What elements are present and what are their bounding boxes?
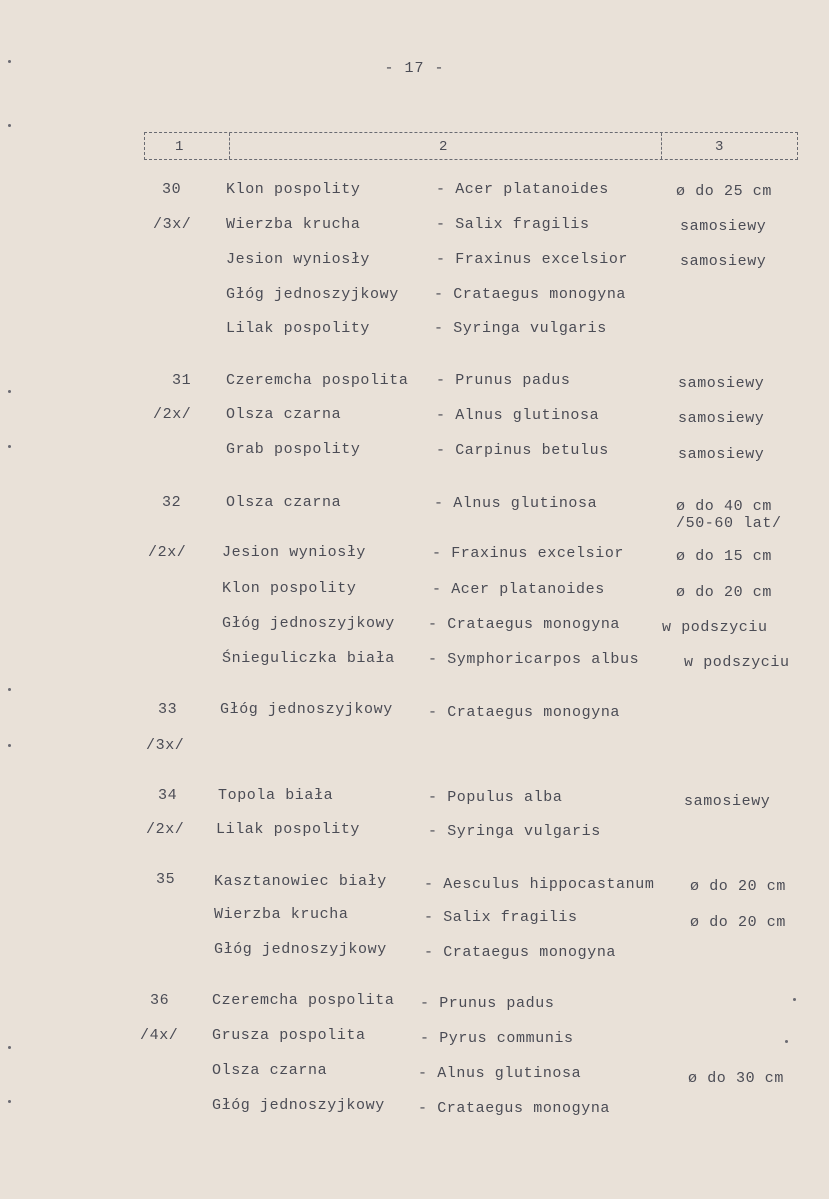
group-count: /2x/ (153, 406, 192, 423)
species-polish: Olsza czarna (226, 494, 342, 511)
table-header (144, 132, 798, 160)
species-latin: - Salix fragilis (424, 909, 578, 926)
species-latin: - Populus alba (428, 789, 563, 806)
header-divider (229, 133, 230, 159)
species-note: ø do 20 cm (676, 584, 773, 601)
species-note-age: /50-60 lat/ (676, 515, 782, 532)
scan-speck (793, 998, 796, 1001)
species-note: ø do 30 cm (688, 1070, 785, 1087)
header-divider (661, 133, 662, 159)
header-col-3: 3 (715, 139, 724, 155)
species-note: samosiewy (678, 375, 765, 392)
species-polish: Grusza pospolita (212, 1027, 366, 1044)
species-note: ø do 20 cm (690, 878, 787, 895)
species-polish: Głóg jednoszyjkowy (222, 615, 395, 632)
species-polish: Czeremcha pospolita (226, 372, 409, 389)
species-polish: Kasztanowiec biały (214, 873, 387, 890)
species-latin: - Pyrus communis (420, 1030, 574, 1047)
species-polish: Głóg jednoszyjkowy (220, 701, 393, 718)
species-polish: Głóg jednoszyjkowy (212, 1097, 385, 1114)
species-latin: - Crataegus monogyna (434, 286, 627, 303)
header-col-1: 1 (175, 139, 184, 155)
species-polish: Klon pospolity (226, 181, 361, 198)
species-latin: - Syringa vulgaris (434, 320, 607, 337)
group-number: 35 (156, 871, 176, 888)
species-note: ø do 25 cm (676, 183, 773, 200)
species-latin: - Prunus padus (420, 995, 555, 1012)
species-polish: Wierzba krucha (226, 216, 361, 233)
species-latin: - Alnus glutinosa (418, 1065, 582, 1082)
scan-speck (8, 445, 11, 448)
species-polish: Jesion wyniosły (226, 251, 371, 268)
scan-speck (8, 744, 11, 747)
scan-speck (8, 1100, 11, 1103)
species-polish: Śnieguliczka biała (222, 650, 395, 667)
group-number: 33 (158, 701, 178, 718)
species-latin: - Fraxinus excelsior (432, 545, 625, 562)
species-latin: - Fraxinus excelsior (436, 251, 629, 268)
scan-speck (8, 390, 11, 393)
species-latin: - Symphoricarpos albus (428, 651, 640, 668)
species-polish: Grab pospolity (226, 441, 361, 458)
species-polish: Wierzba krucha (214, 906, 349, 923)
species-note: ø do 20 cm (690, 914, 787, 931)
species-note: samosiewy (678, 410, 765, 427)
species-polish: Olsza czarna (226, 406, 342, 423)
species-latin: - Carpinus betulus (436, 442, 609, 459)
group-count: /4x/ (140, 1027, 179, 1044)
group-number: 31 (172, 372, 192, 389)
group-number: 32 (162, 494, 182, 511)
species-latin: - Acer platanoides (432, 581, 605, 598)
species-polish: Czeremcha pospolita (212, 992, 395, 1009)
scan-speck (8, 124, 11, 127)
species-latin: - Syringa vulgaris (428, 823, 601, 840)
scan-speck (8, 60, 11, 63)
species-note: samosiewy (684, 793, 771, 810)
species-latin: - Acer platanoides (436, 181, 609, 198)
group-number: 36 (150, 992, 170, 1009)
species-polish: Klon pospolity (222, 580, 357, 597)
scan-speck (785, 1040, 788, 1043)
species-latin: - Alnus glutinosa (436, 407, 600, 424)
species-note: samosiewy (680, 253, 767, 270)
header-col-2: 2 (439, 139, 448, 155)
group-number: 34 (158, 787, 178, 804)
species-note: ø do 15 cm (676, 548, 773, 565)
species-latin: - Crataegus monogyna (428, 616, 621, 633)
group-count: /2x/ (146, 821, 185, 838)
species-polish: Głóg jednoszyjkowy (214, 941, 387, 958)
species-note: w podszyciu (662, 619, 768, 636)
group-count: /3x/ (146, 737, 185, 754)
species-polish: Topola biała (218, 787, 334, 804)
group-count: /3x/ (153, 216, 192, 233)
species-note: samosiewy (680, 218, 767, 235)
species-latin: - Salix fragilis (436, 216, 590, 233)
species-latin: - Crataegus monogyna (424, 944, 617, 961)
species-latin: - Alnus glutinosa (434, 495, 598, 512)
species-polish: Lilak pospolity (226, 320, 371, 337)
page-number: - 17 - (384, 60, 445, 77)
species-latin: - Prunus padus (436, 372, 571, 389)
species-latin: - Aesculus hippocastanum (424, 876, 655, 893)
species-note: ø do 40 cm (676, 498, 773, 515)
group-count: /2x/ (148, 544, 187, 561)
species-note: w podszyciu (684, 654, 790, 671)
species-latin: - Crataegus monogyna (428, 704, 621, 721)
species-polish: Lilak pospolity (216, 821, 361, 838)
species-latin: - Crataegus monogyna (418, 1100, 611, 1117)
species-polish: Olsza czarna (212, 1062, 328, 1079)
group-number: 30 (162, 181, 182, 198)
scan-speck (8, 688, 11, 691)
species-polish: Jesion wyniosły (222, 544, 367, 561)
species-note: samosiewy (678, 446, 765, 463)
scan-speck (8, 1046, 11, 1049)
species-polish: Głóg jednoszyjkowy (226, 286, 399, 303)
